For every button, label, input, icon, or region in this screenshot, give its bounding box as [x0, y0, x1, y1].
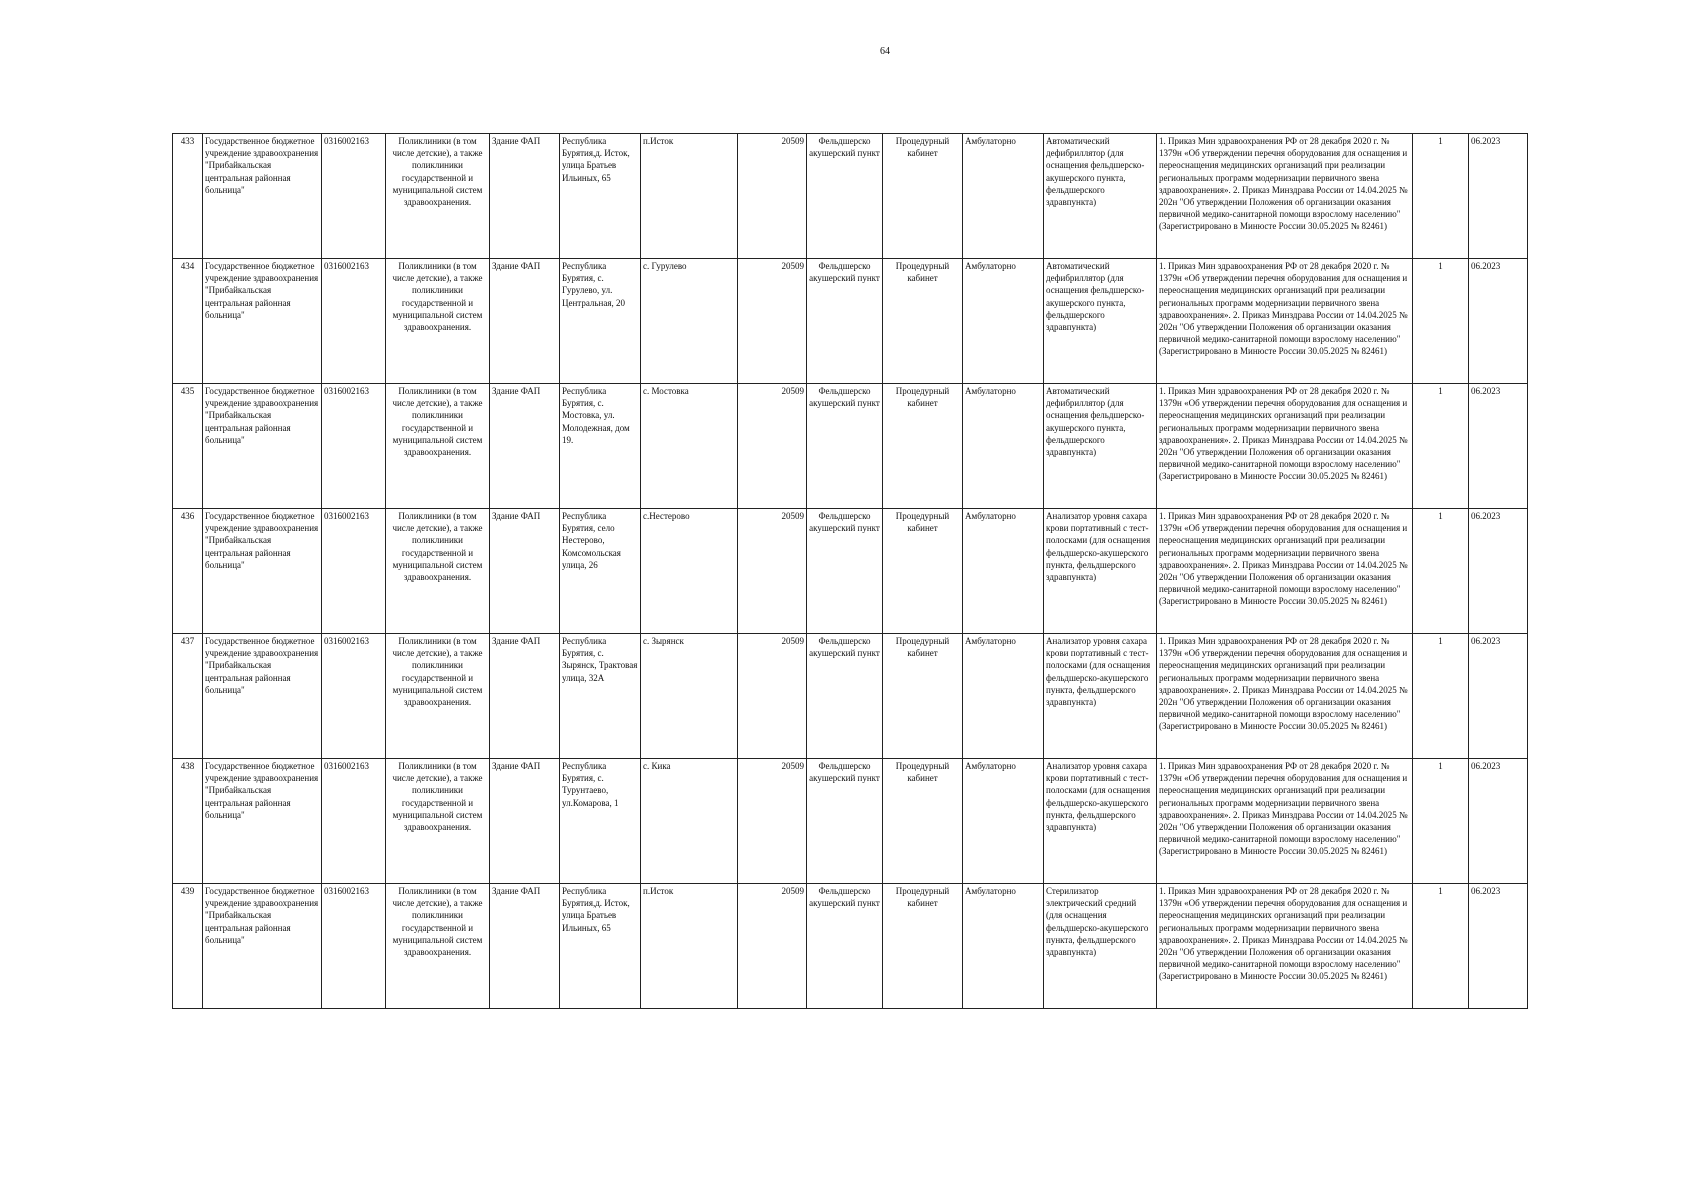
settlement-cell: с. Кика [641, 759, 738, 884]
organization-cell: Государственное бюджетное учреждение здравоохранения "Прибайкальская центральная районная больница" [203, 259, 322, 384]
subdivision-code-cell: 20509 [738, 634, 807, 759]
date-cell: 06.2023 [1469, 884, 1528, 1009]
building-cell: Здание ФАП [490, 509, 560, 634]
institution-type-cell: Поликлиники (в том числе детские), а также поликлиники государственной и муниципальной систем здравоохранения. [386, 884, 490, 1009]
equipment-cell: Стерилизатор электрический средний (для оснащения фельдшерско-акушерского пункта, фельдшерского здравпункта) [1044, 884, 1157, 1009]
equipment-cell: Автоматический дефибриллятор (для оснащения фельдшерско-акушерского пункта, фельдшерского здравпункта) [1044, 384, 1157, 509]
address-cell: Республика Бурятия, село Нестерово, Комсомольская улица, 26 [560, 509, 641, 634]
organization-code-cell: 0316002163 [322, 634, 386, 759]
unit-type-cell: Фельдшерско акушерский пункт [807, 759, 883, 884]
equipment-cell: Автоматический дефибриллятор (для оснащения фельдшерско-акушерского пункта, фельдшерского здравпункта) [1044, 134, 1157, 259]
unit-type-cell: Фельдшерско акушерский пункт [807, 259, 883, 384]
settlement-cell: п.Исток [641, 884, 738, 1009]
row-number-cell: 434 [173, 259, 203, 384]
institution-type-cell: Поликлиники (в том числе детские), а также поликлиники государственной и муниципальной систем здравоохранения. [386, 634, 490, 759]
unit-type-cell: Фельдшерско акушерский пункт [807, 884, 883, 1009]
table-row [173, 509, 1528, 634]
address-cell: Республика Бурятия, с. Турунтаево, ул.Комарова, 1 [560, 759, 641, 884]
unit-type-cell: Фельдшерско акушерский пункт [807, 134, 883, 259]
register-body [173, 134, 1528, 1009]
legal-basis-cell: 1. Приказ Мин здравоохранения РФ от 28 декабря 2020 г. № 1379н «Об утверждении перечня оборудования для оснащения и переоснащения медицинских организаций при реализации региональных программ модернизации первичного звена здравоохранения». 2. Приказ Минздрава России от 14.04.2025 № 202н "Об утверждении Положения об организации оказания первичной медико-санитарной помощи взрослому населению" (Зарегистрировано в Минюсте России 30.05.2025 № 82461) [1157, 884, 1413, 1009]
institution-type-cell: Поликлиники (в том числе детские), а также поликлиники государственной и муниципальной систем здравоохранения. [386, 259, 490, 384]
subdivision-code-cell: 20509 [738, 509, 807, 634]
table-row [173, 759, 1528, 884]
care-form-cell: Амбулаторно [963, 134, 1044, 259]
room-cell: Процедурный кабинет [883, 634, 963, 759]
quantity-cell: 1 [1413, 759, 1469, 884]
organization-code-cell: 0316002163 [322, 759, 386, 884]
page-number: 64 [880, 46, 890, 57]
legal-basis-cell: 1. Приказ Мин здравоохранения РФ от 28 декабря 2020 г. № 1379н «Об утверждении перечня оборудования для оснащения и переоснащения медицинских организаций при реализации региональных программ модернизации первичного звена здравоохранения». 2. Приказ Минздрава России от 14.04.2025 № 202н "Об утверждении Положения об организации оказания первичной медико-санитарной помощи взрослому населению" (Зарегистрировано в Минюсте России 30.05.2025 № 82461) [1157, 384, 1413, 509]
quantity-cell: 1 [1413, 259, 1469, 384]
legal-basis-cell: 1. Приказ Мин здравоохранения РФ от 28 декабря 2020 г. № 1379н «Об утверждении перечня оборудования для оснащения и переоснащения медицинских организаций при реализации региональных программ модернизации первичного звена здравоохранения». 2. Приказ Минздрава России от 14.04.2025 № 202н "Об утверждении Положения об организации оказания первичной медико-санитарной помощи взрослому населению" (Зарегистрировано в Минюсте России 30.05.2025 № 82461) [1157, 759, 1413, 884]
legal-basis-cell: 1. Приказ Мин здравоохранения РФ от 28 декабря 2020 г. № 1379н «Об утверждении перечня оборудования для оснащения и переоснащения медицинских организаций при реализации региональных программ модернизации первичного звена здравоохранения». 2. Приказ Минздрава России от 14.04.2025 № 202н "Об утверждении Положения об организации оказания первичной медико-санитарной помощи взрослому населению" (Зарегистрировано в Минюсте России 30.05.2025 № 82461) [1157, 134, 1413, 259]
row-number-cell: 436 [173, 509, 203, 634]
address-cell: Республика Бурятия, с. Зырянск, Трактовая улица, 32А [560, 634, 641, 759]
quantity-cell: 1 [1413, 634, 1469, 759]
room-cell: Процедурный кабинет [883, 259, 963, 384]
care-form-cell: Амбулаторно [963, 259, 1044, 384]
table-row [173, 884, 1528, 1009]
organization-cell: Государственное бюджетное учреждение здравоохранения "Прибайкальская центральная районная больница" [203, 509, 322, 634]
organization-code-cell: 0316002163 [322, 259, 386, 384]
organization-code-cell: 0316002163 [322, 884, 386, 1009]
care-form-cell: Амбулаторно [963, 759, 1044, 884]
organization-cell: Государственное бюджетное учреждение здравоохранения "Прибайкальская центральная районная больница" [203, 884, 322, 1009]
table-row [173, 134, 1528, 259]
date-cell: 06.2023 [1469, 759, 1528, 884]
row-number-cell: 435 [173, 384, 203, 509]
row-number-cell: 437 [173, 634, 203, 759]
equipment-cell: Анализатор уровня сахара крови портативный с тест-полосками (для оснащения фельдшерско-акушерского пункта, фельдшерского здравпункта) [1044, 509, 1157, 634]
date-cell: 06.2023 [1469, 134, 1528, 259]
building-cell: Здание ФАП [490, 134, 560, 259]
address-cell: Республика Бурятия,д. Исток, улица Братьев Ильиных, 65 [560, 884, 641, 1009]
institution-type-cell: Поликлиники (в том числе детские), а также поликлиники государственной и муниципальной систем здравоохранения. [386, 509, 490, 634]
table-row [173, 384, 1528, 509]
date-cell: 06.2023 [1469, 634, 1528, 759]
table-row [173, 634, 1528, 759]
settlement-cell: с. Зырянск [641, 634, 738, 759]
quantity-cell: 1 [1413, 884, 1469, 1009]
room-cell: Процедурный кабинет [883, 134, 963, 259]
organization-cell: Государственное бюджетное учреждение здравоохранения "Прибайкальская центральная районная больница" [203, 134, 322, 259]
unit-type-cell: Фельдшерско акушерский пункт [807, 384, 883, 509]
date-cell: 06.2023 [1469, 259, 1528, 384]
room-cell: Процедурный кабинет [883, 509, 963, 634]
subdivision-code-cell: 20509 [738, 759, 807, 884]
legal-basis-cell: 1. Приказ Мин здравоохранения РФ от 28 декабря 2020 г. № 1379н «Об утверждении перечня оборудования для оснащения и переоснащения медицинских организаций при реализации региональных программ модернизации первичного звена здравоохранения». 2. Приказ Минздрава России от 14.04.2025 № 202н "Об утверждении Положения об организации оказания первичной медико-санитарной помощи взрослому населению" (Зарегистрировано в Минюсте России 30.05.2025 № 82461) [1157, 634, 1413, 759]
building-cell: Здание ФАП [490, 884, 560, 1009]
building-cell: Здание ФАП [490, 759, 560, 884]
equipment-cell: Анализатор уровня сахара крови портативный с тест-полосками (для оснащения фельдшерско-акушерского пункта, фельдшерского здравпункта) [1044, 634, 1157, 759]
care-form-cell: Амбулаторно [963, 509, 1044, 634]
care-form-cell: Амбулаторно [963, 884, 1044, 1009]
settlement-cell: с.Нестерово [641, 509, 738, 634]
row-number-cell: 433 [173, 134, 203, 259]
row-number-cell: 439 [173, 884, 203, 1009]
unit-type-cell: Фельдшерско акушерский пункт [807, 634, 883, 759]
organization-cell: Государственное бюджетное учреждение здравоохранения "Прибайкальская центральная районная больница" [203, 384, 322, 509]
subdivision-code-cell: 20509 [738, 134, 807, 259]
unit-type-cell: Фельдшерско акушерский пункт [807, 509, 883, 634]
equipment-register-table [172, 133, 1528, 1009]
date-cell: 06.2023 [1469, 509, 1528, 634]
room-cell: Процедурный кабинет [883, 759, 963, 884]
date-cell: 06.2023 [1469, 384, 1528, 509]
organization-cell: Государственное бюджетное учреждение здравоохранения "Прибайкальская центральная районная больница" [203, 634, 322, 759]
settlement-cell: с. Гурулево [641, 259, 738, 384]
settlement-cell: п.Исток [641, 134, 738, 259]
organization-cell: Государственное бюджетное учреждение здравоохранения "Прибайкальская центральная районная больница" [203, 759, 322, 884]
institution-type-cell: Поликлиники (в том числе детские), а также поликлиники государственной и муниципальной систем здравоохранения. [386, 384, 490, 509]
organization-code-cell: 0316002163 [322, 134, 386, 259]
legal-basis-cell: 1. Приказ Мин здравоохранения РФ от 28 декабря 2020 г. № 1379н «Об утверждении перечня оборудования для оснащения и переоснащения медицинских организаций при реализации региональных программ модернизации первичного звена здравоохранения». 2. Приказ Минздрава России от 14.04.2025 № 202н "Об утверждении Положения об организации оказания первичной медико-санитарной помощи взрослому населению" (Зарегистрировано в Минюсте России 30.05.2025 № 82461) [1157, 509, 1413, 634]
row-number-cell: 438 [173, 759, 203, 884]
quantity-cell: 1 [1413, 509, 1469, 634]
quantity-cell: 1 [1413, 384, 1469, 509]
table-row [173, 259, 1528, 384]
legal-basis-cell: 1. Приказ Мин здравоохранения РФ от 28 декабря 2020 г. № 1379н «Об утверждении перечня оборудования для оснащения и переоснащения медицинских организаций при реализации региональных программ модернизации первичного звена здравоохранения». 2. Приказ Минздрава России от 14.04.2025 № 202н "Об утверждении Положения об организации оказания первичной медико-санитарной помощи взрослому населению" (Зарегистрировано в Минюсте России 30.05.2025 № 82461) [1157, 259, 1413, 384]
settlement-cell: с. Мостовка [641, 384, 738, 509]
organization-code-cell: 0316002163 [322, 509, 386, 634]
building-cell: Здание ФАП [490, 259, 560, 384]
institution-type-cell: Поликлиники (в том числе детские), а также поликлиники государственной и муниципальной систем здравоохранения. [386, 134, 490, 259]
equipment-cell: Автоматический дефибриллятор (для оснащения фельдшерско-акушерского пункта, фельдшерского здравпункта) [1044, 259, 1157, 384]
building-cell: Здание ФАП [490, 384, 560, 509]
building-cell: Здание ФАП [490, 634, 560, 759]
care-form-cell: Амбулаторно [963, 384, 1044, 509]
equipment-cell: Анализатор уровня сахара крови портативный с тест-полосками (для оснащения фельдшерско-акушерского пункта, фельдшерского здравпункта) [1044, 759, 1157, 884]
subdivision-code-cell: 20509 [738, 384, 807, 509]
address-cell: Республика Бурятия,д. Исток, улица Братьев Ильиных, 65 [560, 134, 641, 259]
address-cell: Республика Бурятия, с. Мостовка, ул. Молодежная, дом 19. [560, 384, 641, 509]
subdivision-code-cell: 20509 [738, 259, 807, 384]
room-cell: Процедурный кабинет [883, 884, 963, 1009]
care-form-cell: Амбулаторно [963, 634, 1044, 759]
quantity-cell: 1 [1413, 134, 1469, 259]
organization-code-cell: 0316002163 [322, 384, 386, 509]
institution-type-cell: Поликлиники (в том числе детские), а также поликлиники государственной и муниципальной систем здравоохранения. [386, 759, 490, 884]
address-cell: Республика Бурятия, с. Гурулево, ул. Центральная, 20 [560, 259, 641, 384]
room-cell: Процедурный кабинет [883, 384, 963, 509]
subdivision-code-cell: 20509 [738, 884, 807, 1009]
